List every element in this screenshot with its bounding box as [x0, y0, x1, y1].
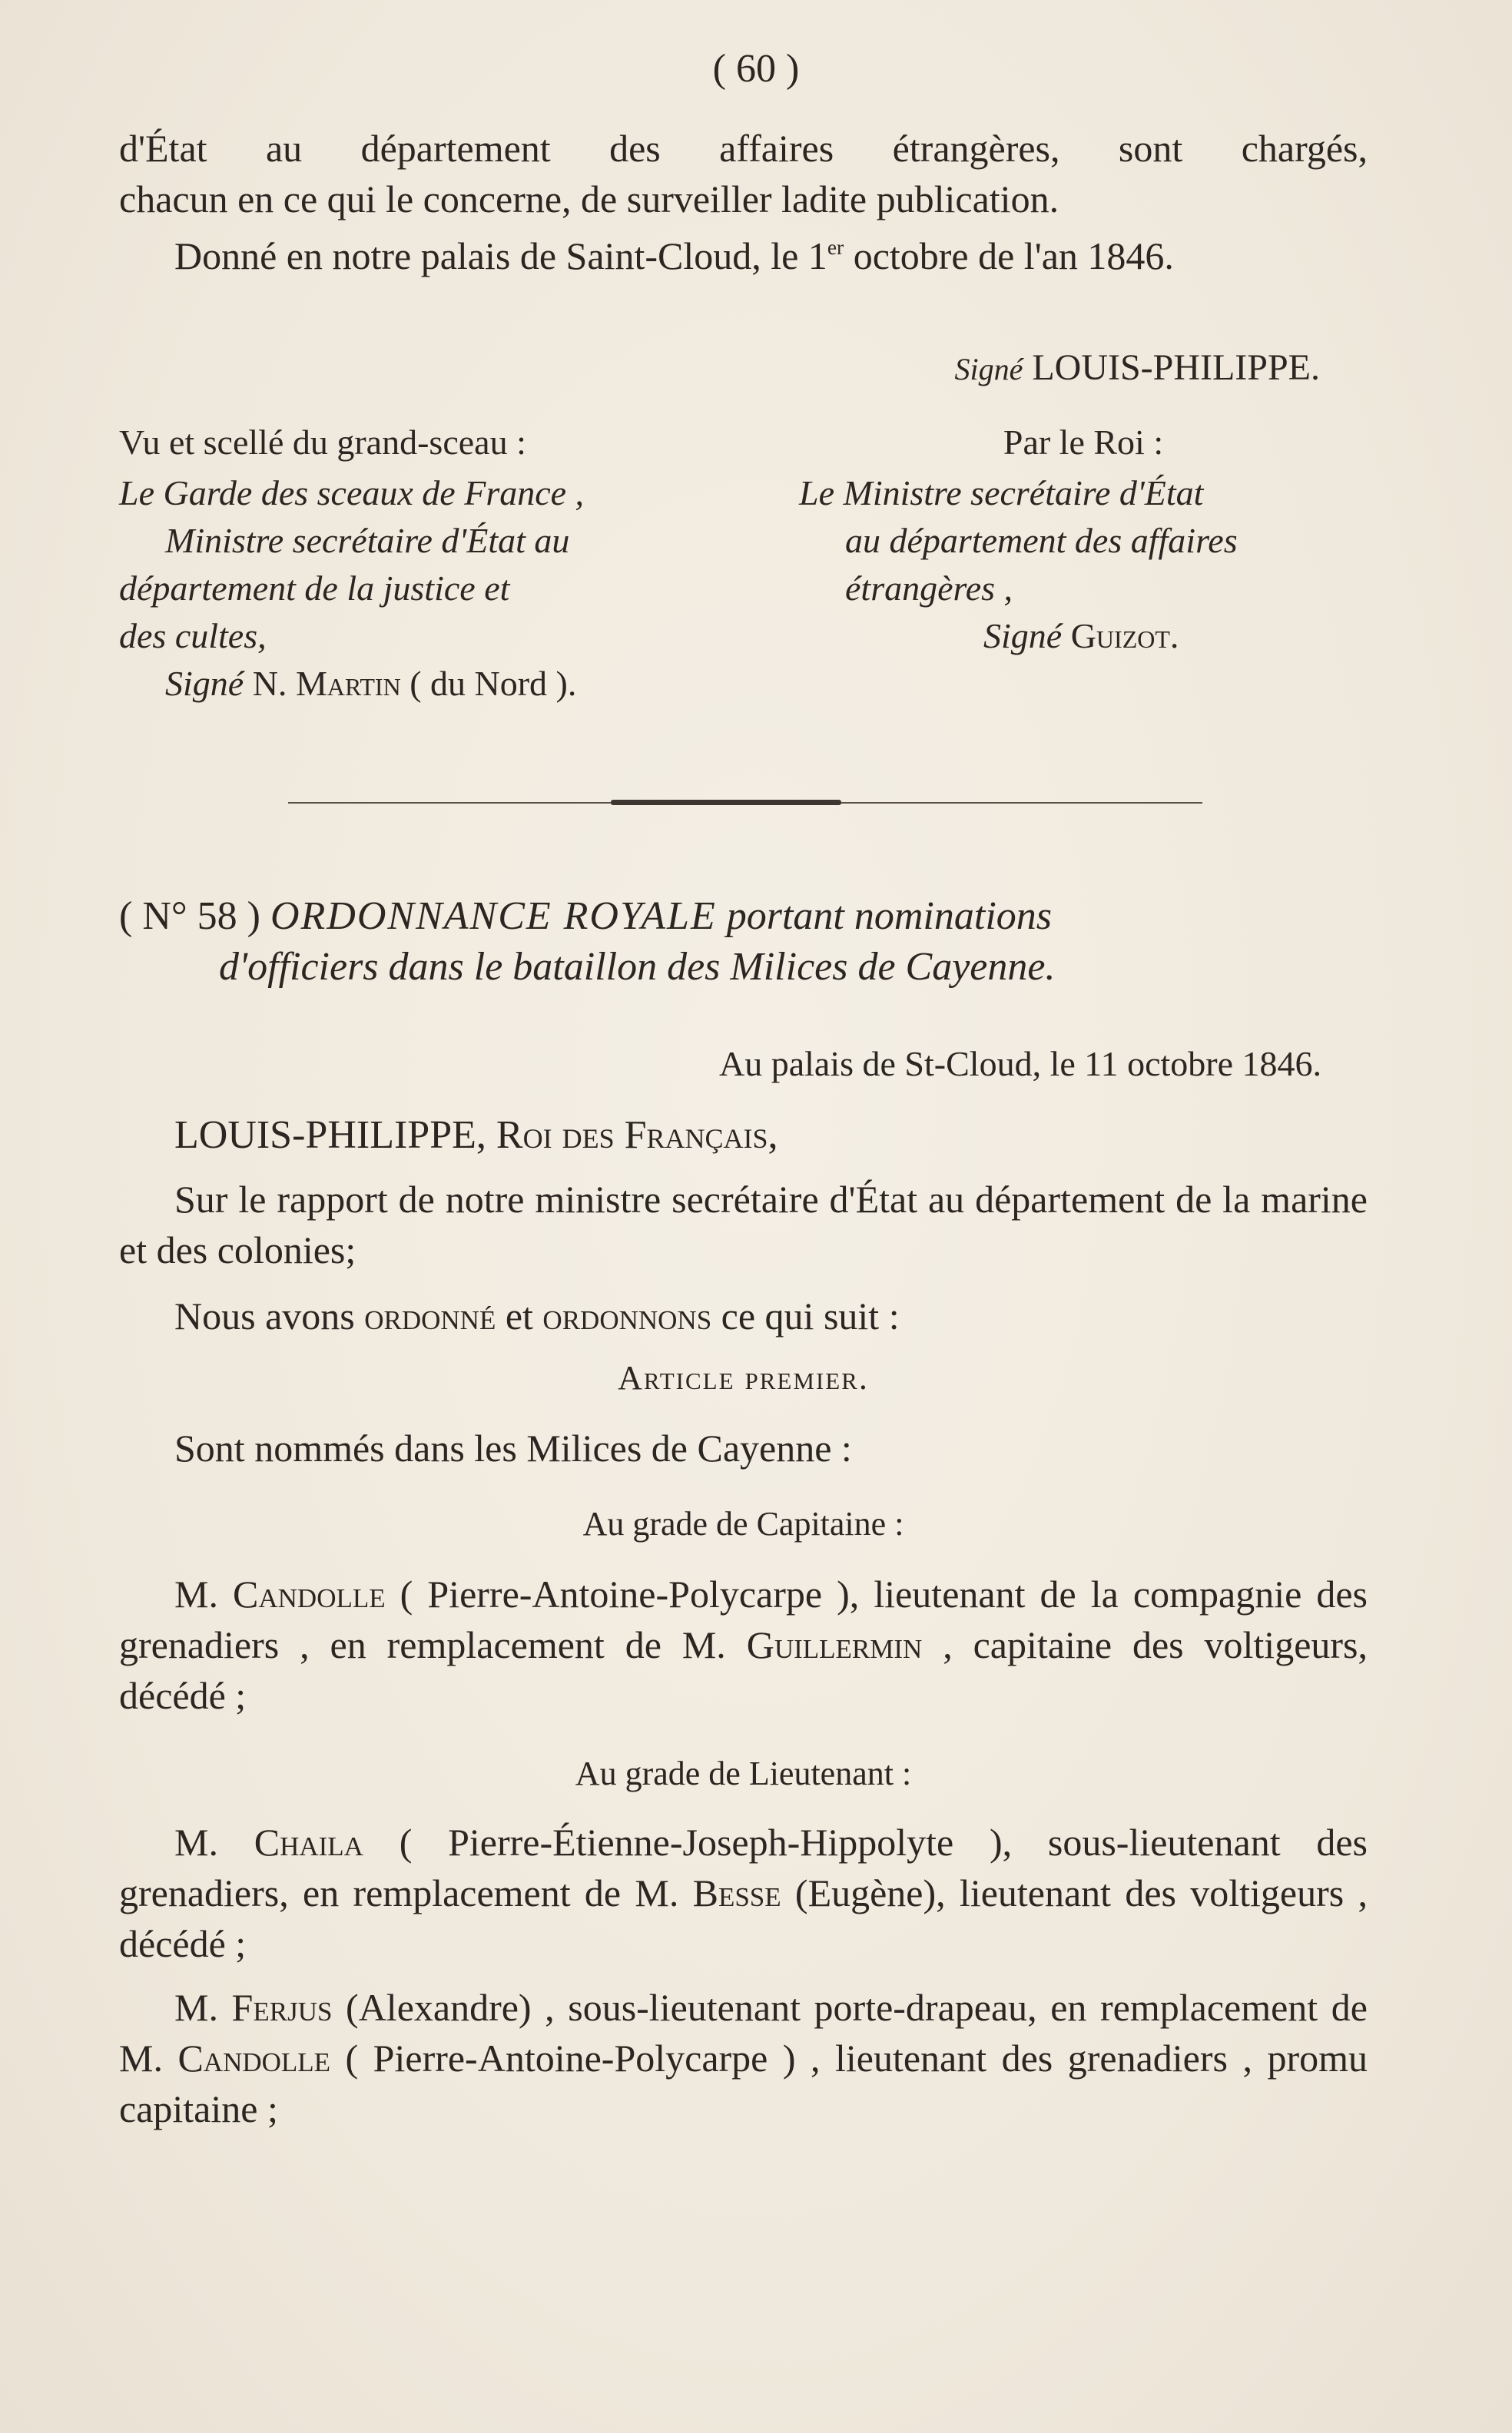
order-part-1: Nous avons: [174, 1294, 365, 1337]
captain-entry: [119, 1569, 1368, 1721]
by-king-signe: Signé: [983, 616, 1063, 655]
by-king-block: [799, 419, 1368, 660]
grade-captain-text: Au grade de Capitaine :: [582, 1505, 904, 1543]
seal-signature: [119, 660, 734, 708]
king-header-title: Roi des Français,: [496, 1113, 778, 1157]
article-heading: [119, 1358, 1368, 1397]
by-king-name: Guizot.: [1070, 616, 1179, 655]
ordinance-number: ( N° 58 ): [119, 894, 260, 938]
order-text: [119, 1291, 1368, 1341]
grade-lieutenant-text: Au grade de Lieutenant :: [575, 1755, 912, 1792]
lieutenant-1-replaced-name: Besse: [692, 1871, 781, 1914]
seal-name-suffix: ( du Nord ).: [400, 664, 577, 703]
article-heading-text: Article premier.: [618, 1359, 869, 1397]
order-ordonnons: ordonnons: [542, 1294, 712, 1337]
given-paragraph: [119, 230, 1368, 281]
ordinance-subtitle-1: portant nominations: [726, 894, 1052, 938]
given-text: [119, 230, 1368, 281]
lieutenant-entry-1-text: [119, 1817, 1368, 1969]
lieutenant-1-name: Chaila: [254, 1821, 363, 1864]
intro-line-1: d'État au département des affaires étrangères, sont chargés,: [119, 127, 1368, 170]
seal-line-1: Le Garde des sceaux de France ,: [119, 473, 585, 512]
seal-heading: Vu et scellé du grand-sceau :: [119, 423, 526, 462]
lieutenant-entry-2-text: [119, 1982, 1368, 2134]
king-name: LOUIS-PHILIPPE.: [1032, 347, 1320, 388]
captain-text-1: ( Pierre-Antoine-Polycarpe ), lieutenant de la compagnie des grenadiers , en remplacement de M.: [119, 1573, 1368, 1666]
lieutenant-2-name: Ferjus: [231, 1986, 333, 2029]
ordinance-title-line-1: [119, 891, 1368, 942]
seal-signe: Signé: [165, 664, 244, 703]
lieutenant-2-text-2: ( Pierre-Antoine-Polycarpe ) , lieutenant des grenadiers , promu capitaine ;: [119, 2037, 1368, 2130]
ordinance-subtitle-2: d'officiers dans le bataillon des Milices de Cayenne.: [219, 945, 1056, 989]
order-part-2: et: [496, 1294, 543, 1337]
given-text-1: Donné en notre palais de Saint-Cloud, le 1: [174, 234, 827, 277]
grade-lieutenant-heading: [119, 1752, 1368, 1796]
given-superscript: er: [827, 234, 844, 259]
page-number: ( 60 ): [712, 47, 800, 91]
king-header: [119, 1110, 1368, 1161]
ordinance-title-text: ORDONNANCE ROYALE: [270, 894, 717, 938]
seal-name-prefix: N.: [252, 664, 296, 703]
captain-entry-text: [119, 1569, 1368, 1721]
seal-line-3: département de la justice et: [119, 568, 510, 608]
ordinance-title: [119, 891, 1368, 993]
captain-prefix: M.: [174, 1573, 234, 1616]
grade-captain-heading: [119, 1502, 1368, 1546]
lieutenant-entry-1: [119, 1817, 1368, 1969]
seal-line-4: des cultes,: [119, 616, 267, 655]
report-text: Sur le rapport de notre ministre secrétaire d'État au département de la marine et des colonies;: [119, 1178, 1368, 1271]
report-paragraph: [119, 1174, 1368, 1275]
by-king-line-1: Le Ministre secrétaire d'État: [799, 473, 1204, 512]
king-header-name: LOUIS-PHILIPPE,: [174, 1113, 486, 1157]
by-king-line-2: au département des affaires: [845, 521, 1238, 560]
ordinance-date: [119, 1039, 1368, 1089]
given-text-2: octobre de l'an 1846.: [844, 234, 1174, 277]
order-part-3: ce qui suit :: [711, 1294, 900, 1337]
named-paragraph: [119, 1423, 1368, 1473]
lieutenant-2-text-1: (Alexandre) , sous-lieutenant porte-drapeau, en remplacement de M.: [119, 1986, 1368, 2080]
by-king-signature: [799, 612, 1368, 660]
king-signature: [119, 344, 1368, 393]
lieutenant-entry-2: [119, 1982, 1368, 2134]
captain-text-2: , capitaine des voltigeurs, décédé ;: [119, 1623, 1368, 1717]
seal-name: Martin: [295, 664, 401, 703]
lieutenant-1-text-1: ( Pierre-Étienne-Joseph-Hippolyte ), sous-lieutenant des grenadiers, en remplacement de M.: [119, 1821, 1368, 1914]
by-king-line-3: étrangères ,: [845, 568, 1013, 608]
king-header-line: [119, 1110, 1368, 1161]
seal-block: [119, 419, 734, 708]
section-divider: [288, 801, 1202, 804]
lieutenant-1-text-2: (Eugène), lieutenant des voltigeurs , décédé ;: [119, 1871, 1368, 1965]
king-signe: Signé: [954, 352, 1023, 386]
intro-paragraph: [119, 123, 1368, 224]
ordinance-date-text: Au palais de St-Cloud, le 11 octobre 1846.: [719, 1044, 1321, 1083]
order-paragraph: [119, 1291, 1368, 1341]
captain-name: Candolle: [233, 1573, 386, 1616]
by-king-heading: Par le Roi :: [1003, 423, 1164, 462]
lieutenant-2-replaced-name: Candolle: [177, 2037, 331, 2080]
seal-line-2: Ministre secrétaire d'État au: [165, 521, 570, 560]
lieutenant-1-prefix: M.: [174, 1821, 254, 1864]
intro-line-2: chacun en ce qui le concerne, de surveiller ladite publication.: [119, 177, 1059, 220]
lieutenant-2-prefix: M.: [174, 1986, 232, 2029]
named-text: Sont nommés dans les Milices de Cayenne :: [174, 1427, 852, 1470]
captain-replaced-name: Guillermin: [746, 1623, 923, 1666]
order-ordonne: ordonné: [364, 1294, 496, 1337]
